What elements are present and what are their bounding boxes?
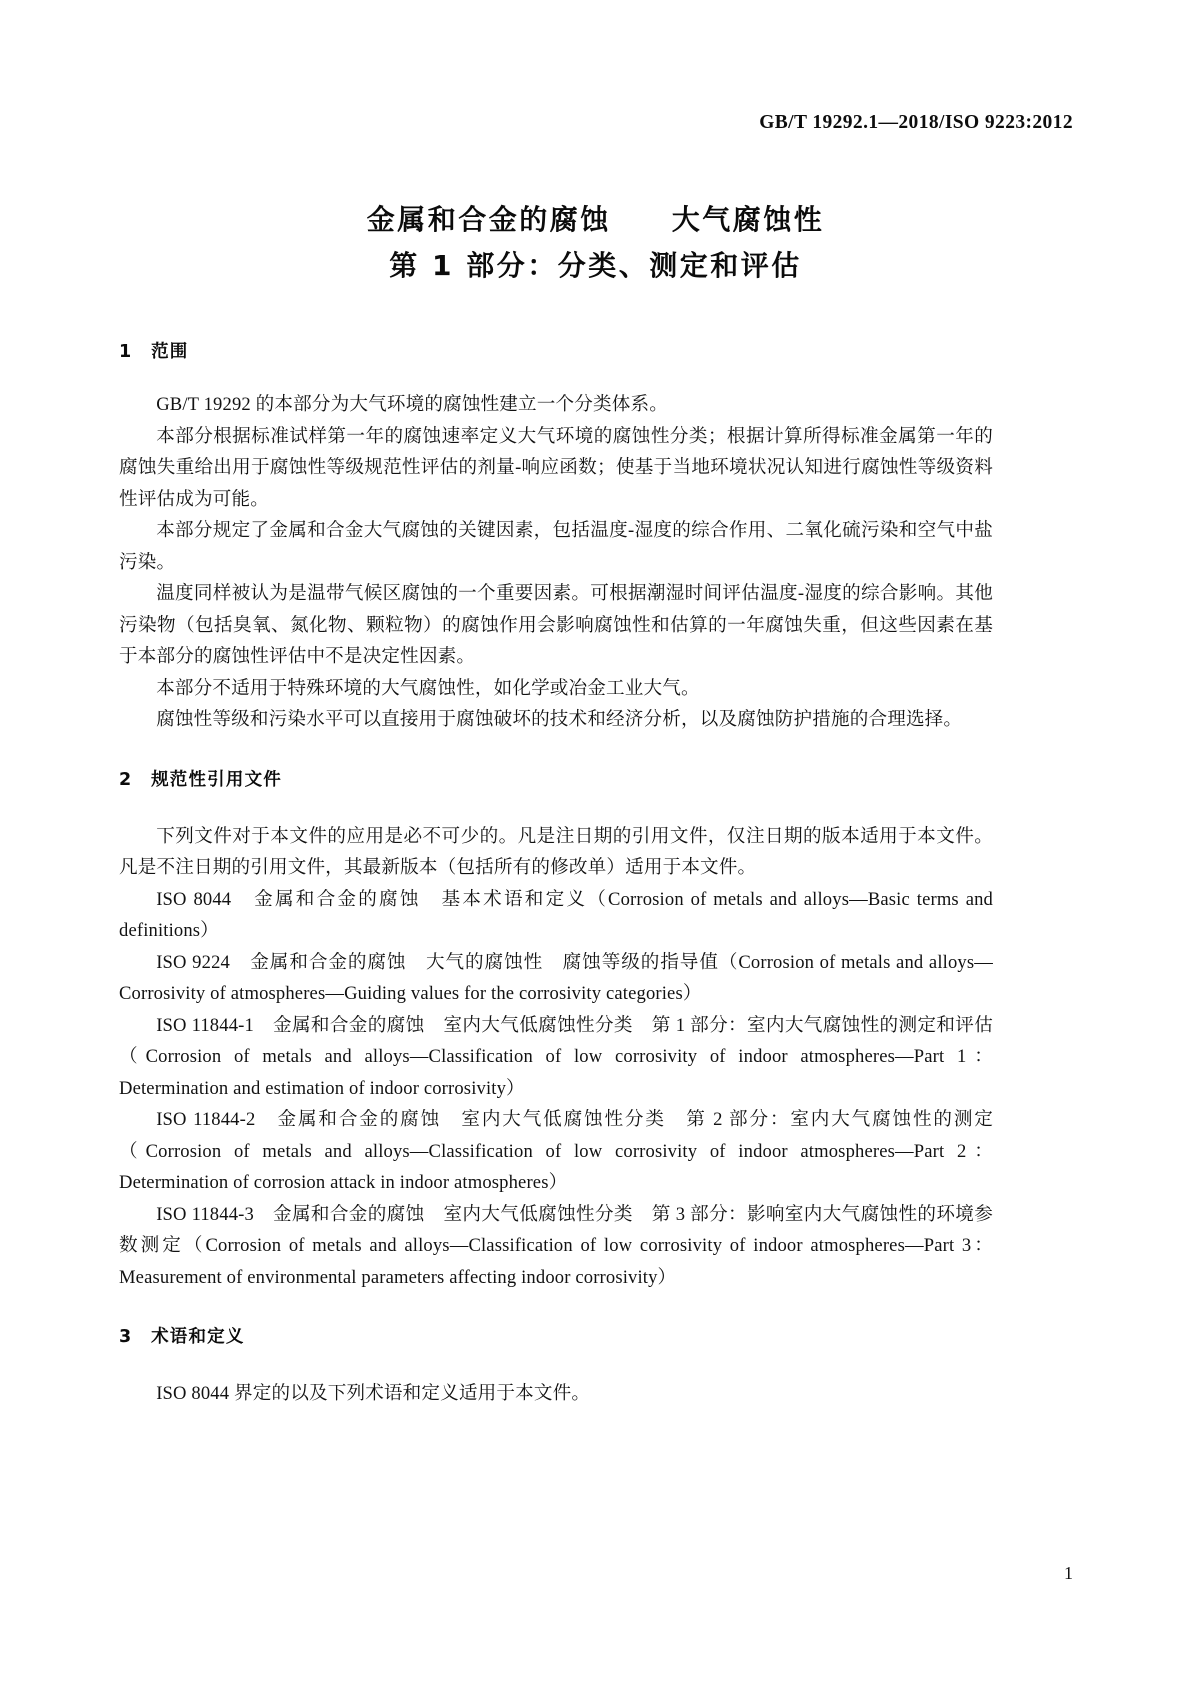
normative-reference-item: ISO 11844-3 金属和合金的腐蚀 室内大气低腐蚀性分类 第 3 部分：影响室内大气腐蚀性的环境参数测定（Corrosion of metals and alloys—Classification of low corrosivity of indoor atmospheres—Part 3：Measurement of environmental parameters affecting indoor corrosivity） bbox=[119, 1203, 993, 1288]
document-body bbox=[119, 338, 993, 1410]
normative-reference-item: ISO 11844-2 金属和合金的腐蚀 室内大气低腐蚀性分类 第 2 部分：室内大气腐蚀性的测定（Corrosion of metals and alloys—Classification of low corrosivity of indoor atmospheres—Part 2：Determination of corrosion attack in indoor atmospheres） bbox=[119, 1109, 993, 1193]
section-heading-terms-and-definitions: 3 术语和定义 bbox=[119, 1327, 245, 1347]
running-header-standard-ref: GB/T 19292.1—2018/ISO 9223:2012 bbox=[759, 112, 1073, 133]
page-number: 1 bbox=[1064, 1563, 1073, 1583]
paragraph: 本部分根据标准试样第一年的腐蚀速率定义大气环境的腐蚀性分类；根据计算所得标准金属第一年的腐蚀失重给出用于腐蚀性等级规范性评估的剂量-响应函数；使基于当地环境状况认知进行腐蚀性等级资料性评估成为可能。 bbox=[119, 425, 993, 510]
paragraph: 腐蚀性等级和污染水平可以直接用于腐蚀破坏的技术和经济分析，以及腐蚀防护措施的合理选择。 bbox=[156, 709, 963, 730]
normative-reference-item: ISO 9224 金属和合金的腐蚀 大气的腐蚀性 腐蚀等级的指导值（Corrosion of metals and alloys—Corrosivity of atmospheres—Guiding values for the corrosivity categories） bbox=[119, 951, 993, 1004]
section-heading-normative-references: 2 规范性引用文件 bbox=[119, 769, 282, 790]
paragraph: 本部分规定了金属和合金大气腐蚀的关键因素，包括温度-湿度的综合作用、二氧化硫污染和空气中盐污染。 bbox=[119, 520, 993, 573]
document-title-block bbox=[0, 200, 1191, 286]
normative-reference-item: ISO 8044 金属和合金的腐蚀 基本术语和定义（Corrosion of metals and alloys—Basic terms and definitions） bbox=[119, 888, 993, 941]
page-title-line-2: 第 1 部分：分类、测定和评估 bbox=[389, 248, 802, 282]
section-heading-scope: 1 范围 bbox=[119, 342, 189, 362]
page-title-line-1: 金属和合金的腐蚀 大气腐蚀性 bbox=[366, 203, 825, 236]
paragraph: 下列文件对于本文件的应用是必不可少的。凡是注日期的引用文件，仅注日期的版本适用于本文件。凡是不注日期的引用文件，其最新版本（包括所有的修改单）适用于本文件。 bbox=[119, 825, 993, 878]
normative-reference-item: ISO 11844-1 金属和合金的腐蚀 室内大气低腐蚀性分类 第 1 部分：室内大气腐蚀性的测定和评估（Corrosion of metals and alloys—Classification of low corrosivity of indoor atmospheres—Part 1：Determination and estimation of indoor corrosivity） bbox=[119, 1014, 993, 1099]
paragraph: GB/T 19292 的本部分为大气环境的腐蚀性建立一个分类体系。 bbox=[156, 394, 668, 415]
paragraph: 本部分不适用于特殊环境的大气腐蚀性，如化学或冶金工业大气。 bbox=[156, 677, 700, 699]
paragraph: ISO 8044 界定的以及下列术语和定义适用于本文件。 bbox=[156, 1383, 591, 1404]
paragraph: 温度同样被认为是温带气候区腐蚀的一个重要因素。可根据潮湿时间评估温度-湿度的综合影响。其他污染物（包括臭氧、氮化物、颗粒物）的腐蚀作用会影响腐蚀性和估算的一年腐蚀失重，但这些因素在基于本部分的腐蚀性评估中不是决定性因素。 bbox=[119, 583, 993, 667]
